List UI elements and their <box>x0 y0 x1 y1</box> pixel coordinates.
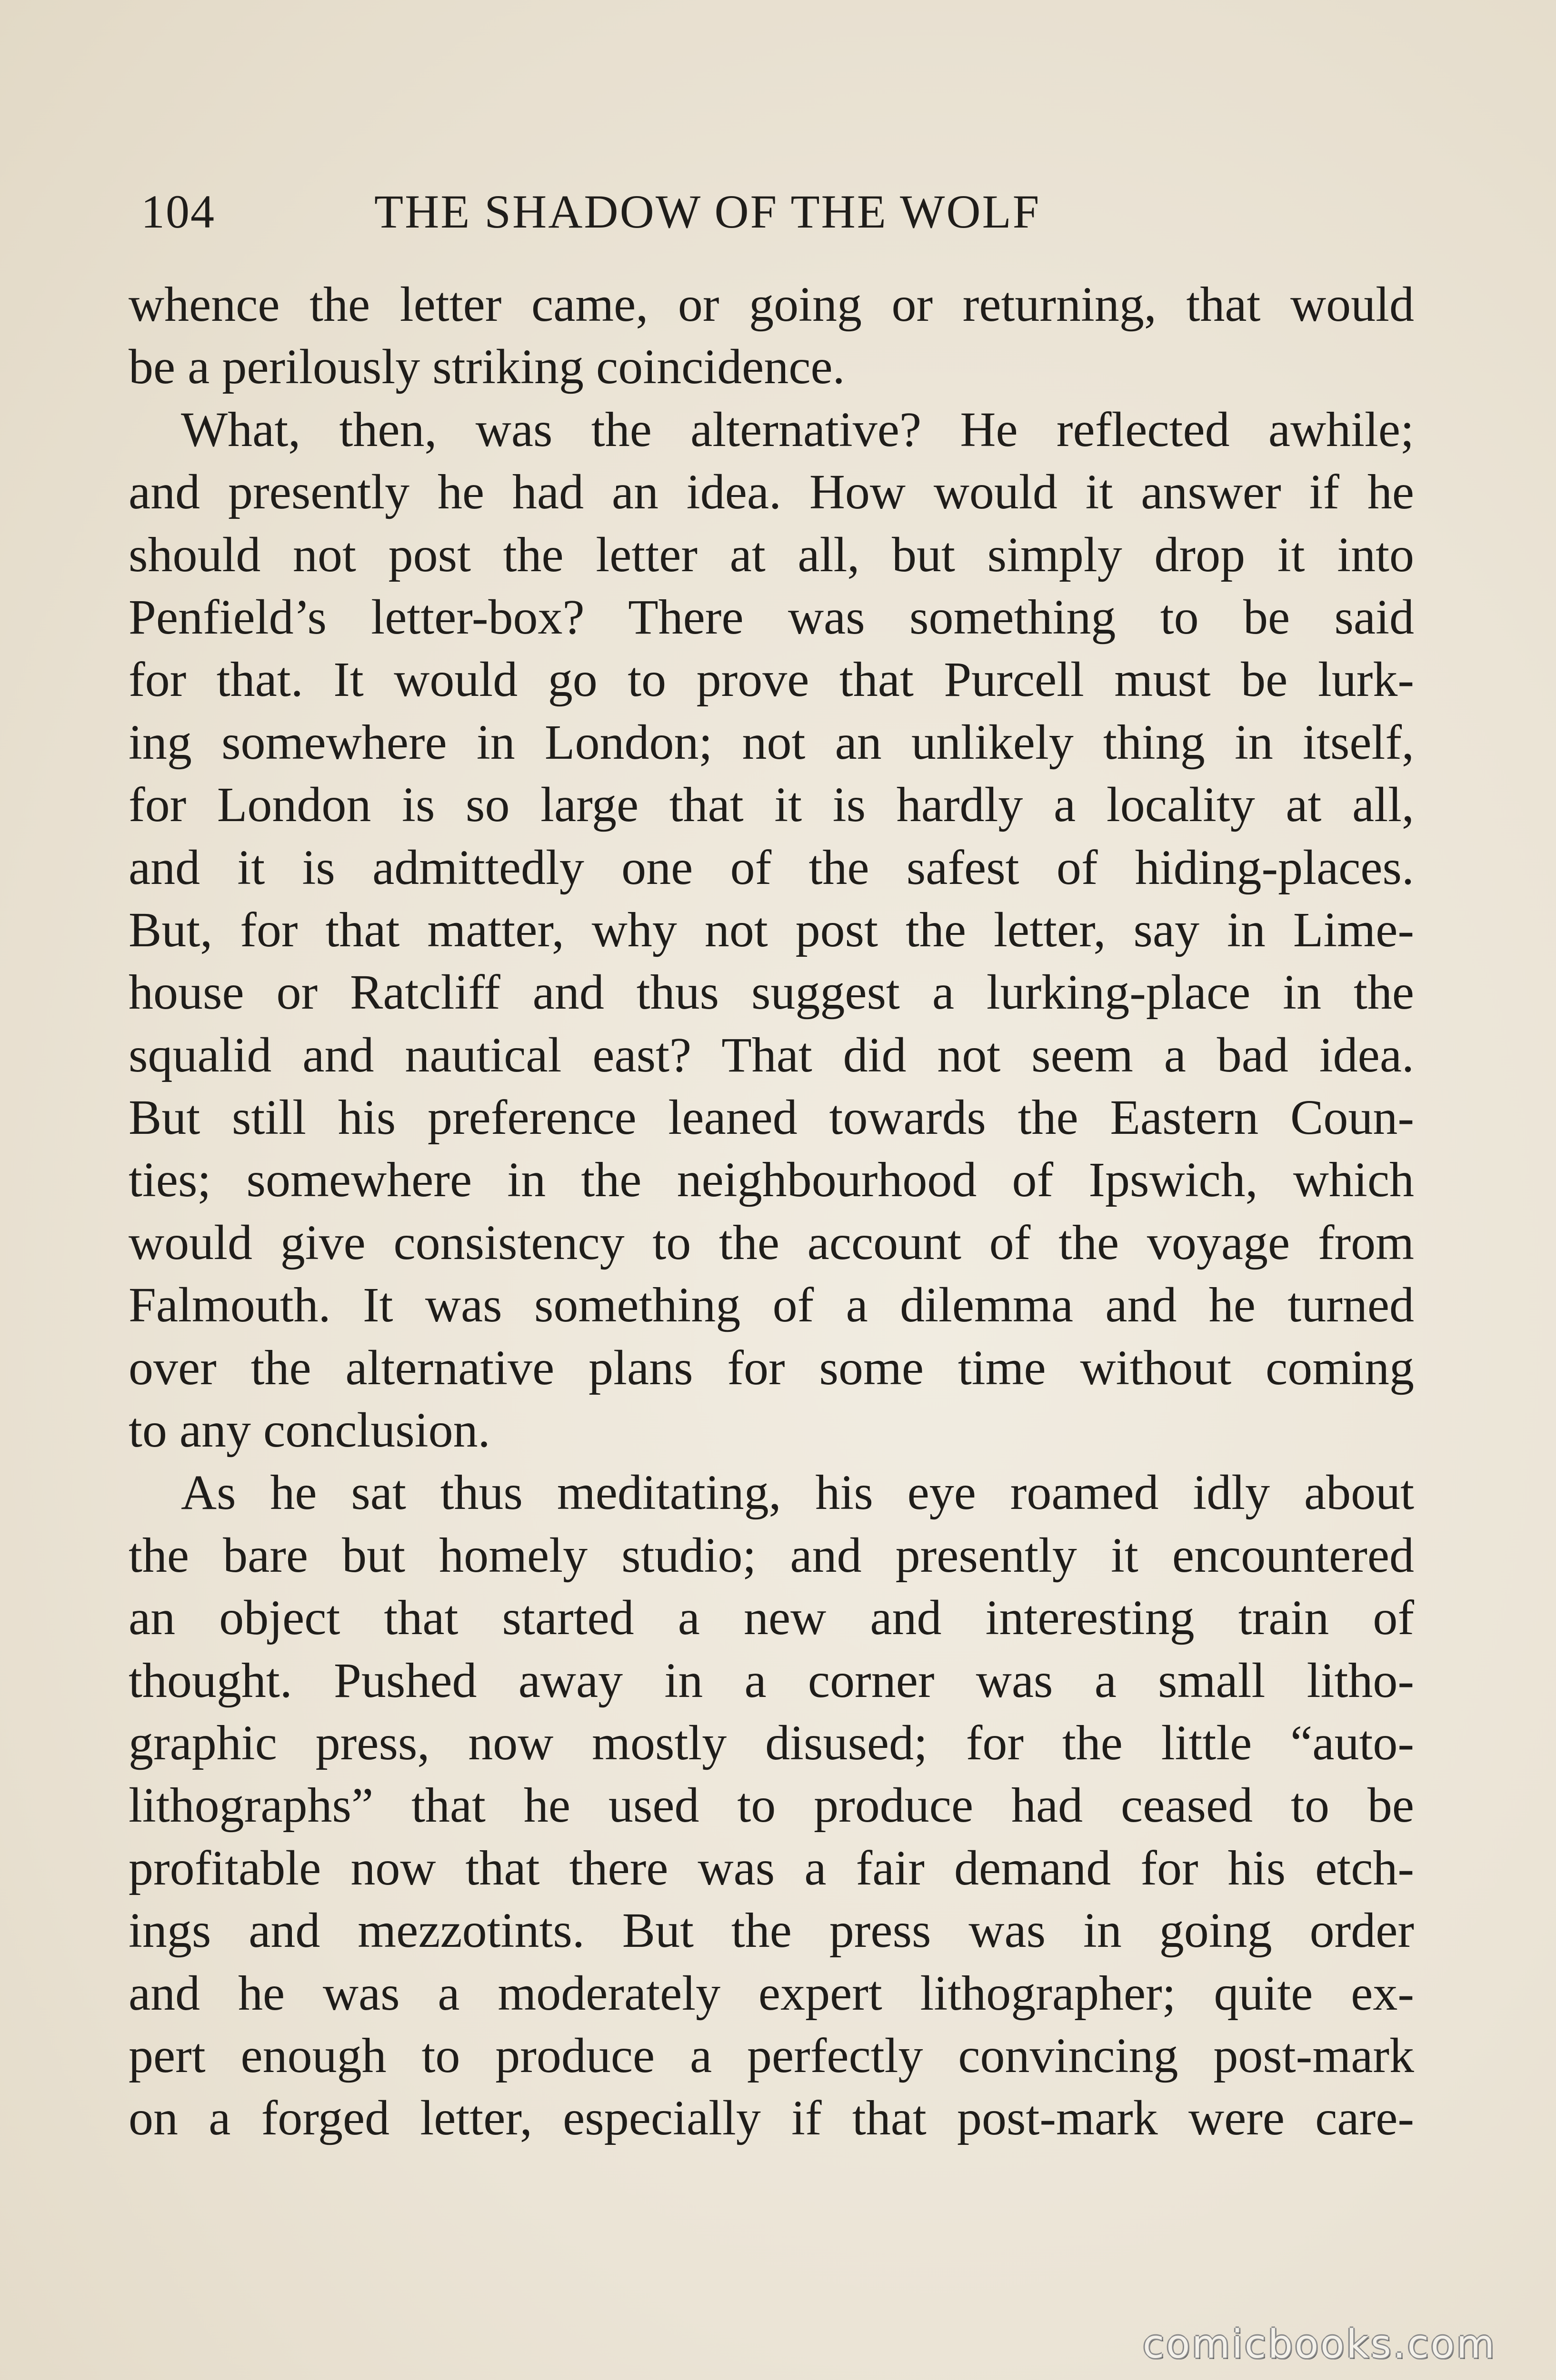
text-line: squalid and nautical east? That did not seem a bad idea. <box>129 1027 1414 1082</box>
text-line: ing somewhere in London; not an unlikely thing in itself, <box>129 714 1414 770</box>
page-number: 104 <box>141 185 215 238</box>
running-head <box>141 181 1426 243</box>
text-line: over the alternative plans for some time without coming <box>129 1340 1414 1395</box>
text-line: thought. Pushed away in a corner was a small litho- <box>129 1653 1414 1708</box>
text-line: But still his preference leaned towards the Eastern Coun- <box>129 1090 1414 1145</box>
text-line: should not post the letter at all, but simply drop it into <box>129 527 1414 582</box>
text-line: ings and mezzotints. But the press was in going order <box>129 1903 1414 1958</box>
text-line: ties; somewhere in the neighbourhood of Ipswich, which <box>129 1152 1414 1208</box>
running-title: THE SHADOW OF THE WOLF <box>374 185 1041 238</box>
text-line: house or Ratcliff and thus suggest a lurking-place in the <box>129 965 1414 1020</box>
text-line: would give consistency to the account of the voyage from <box>129 1215 1414 1270</box>
text-line: for London is so large that it is hardly a locality at all, <box>129 777 1414 833</box>
text-line: profitable now that there was a fair demand for his etch- <box>129 1840 1414 1895</box>
text-line: lithographs” that he used to produce had ceased to be <box>129 1778 1414 1833</box>
text-line: graphic press, now mostly disused; for the little “auto- <box>129 1715 1414 1770</box>
text-line: What, then, was the alternative? He reflected awhile; <box>181 402 1414 457</box>
text-line: to any conclusion. <box>129 1403 490 1458</box>
text-line: an object that started a new and interesting train of <box>129 1590 1414 1646</box>
text-line: whence the letter came, or going or returning, that would <box>129 277 1414 332</box>
text-line: for that. It would go to prove that Purcell must be lurk- <box>129 652 1414 707</box>
watermark: comicbooks.com <box>1143 2322 1496 2367</box>
text-line: Falmouth. It was something of a dilemma and he turned <box>129 1278 1414 1333</box>
text-line: But, for that matter, why not post the letter, say in Lime- <box>129 902 1414 957</box>
text-line: As he sat thus meditating, his eye roamed idly about <box>181 1465 1414 1520</box>
body-text <box>129 273 1414 2150</box>
text-line: and he was a moderately expert lithographer; quite ex- <box>129 1965 1414 2021</box>
text-line: Penfield’s letter-box? There was something to be said <box>129 589 1414 645</box>
text-line: and presently he had an idea. How would it answer if he <box>129 465 1414 520</box>
text-line: pert enough to produce a perfectly convincing post-mark <box>129 2028 1414 2083</box>
text-line: and it is admittedly one of the safest of hiding-places. <box>129 840 1414 895</box>
text-line: the bare but homely studio; and presently it encountered <box>129 1527 1414 1583</box>
text-line: on a forged letter, especially if that post-mark were care- <box>129 2091 1414 2146</box>
text-line: be a perilously striking coincidence. <box>129 339 845 395</box>
